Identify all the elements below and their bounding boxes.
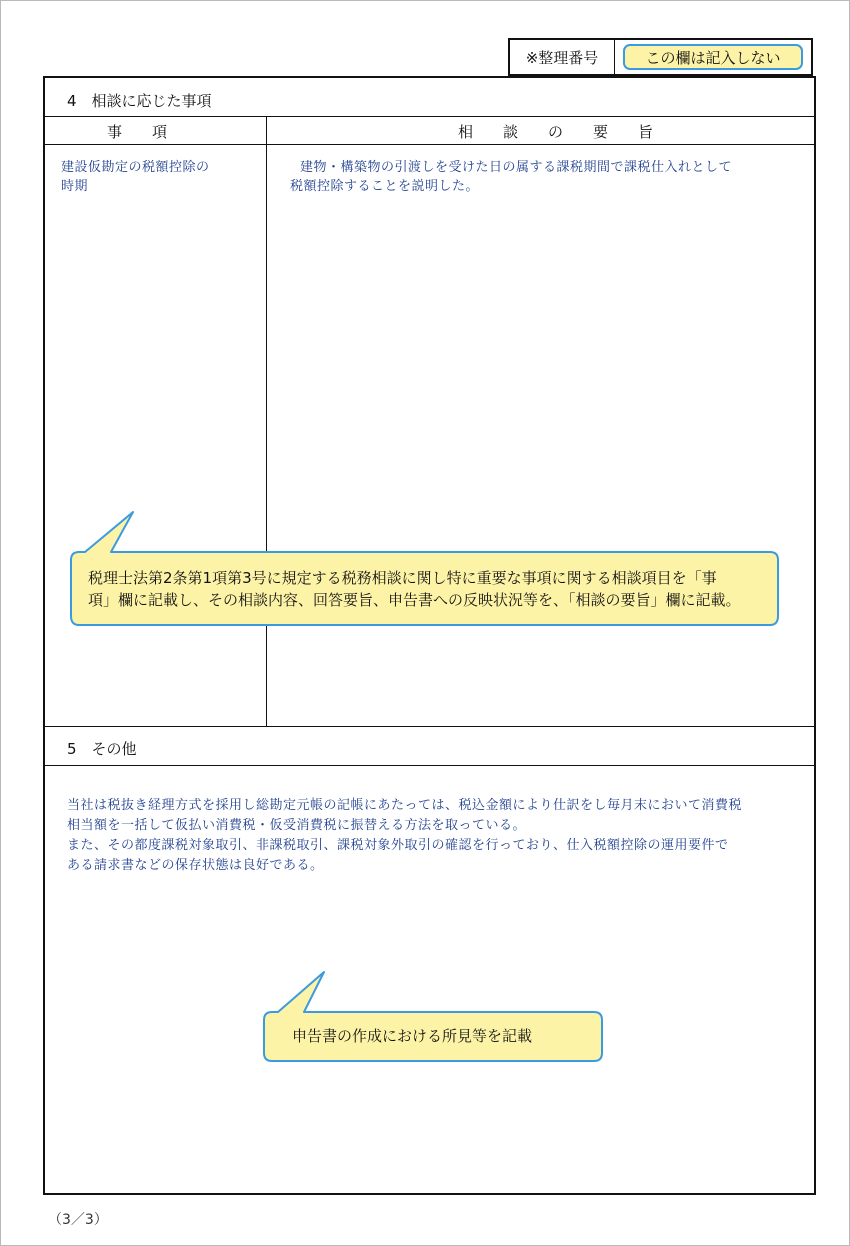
other-text-line4: ある請求書などの保存状態は良好である。 [67, 858, 324, 873]
callout-section4 [69, 510, 780, 628]
callout-section5-text: 申告書の作成における所見等を記載 [292, 1027, 533, 1045]
divider [45, 144, 814, 145]
col-item-header: 事 項 [107, 123, 168, 141]
control-number-cell [615, 40, 811, 74]
other-text-line1: 当社は税抜き経理方式を採用し総勘定元帳の記帳にあたっては、税込金額により仕訳をし毎月末において消費税 [67, 798, 743, 813]
col-summary-header: 相 談 の 要 旨 [458, 123, 654, 141]
control-number-box [508, 38, 813, 76]
callout-bubble-shape [262, 970, 604, 1064]
section5-title: 5 その他 [67, 740, 137, 758]
other-text-line3: また、その都度課税対象取引、非課税取引、課税対象外取引の確認を行っており、仕入税額控除の運用要件で [67, 838, 729, 853]
summary-text-line2: 税額控除することを説明した。 [290, 179, 480, 194]
callout-section4-line1: 税理士法第2条第1項第3号に規定する税務相談に関し特に重要な事項に関する相談項目を「事 [88, 569, 717, 587]
callout-section5 [262, 970, 604, 1064]
divider [45, 116, 814, 117]
summary-text-line1: 建物・構築物の引渡しを受けた日の属する課税期間で課税仕入れとして [300, 160, 733, 175]
column-divider [266, 116, 267, 726]
item-text-line2: 時期 [61, 179, 89, 194]
control-number-label: ※整理番号 [510, 40, 615, 74]
control-number-note: この欄は記入しない [623, 44, 803, 70]
page-number: （3／3） [48, 1212, 108, 1228]
section4-title: 4 相談に応じた事項 [67, 92, 212, 110]
item-text-line1: 建設仮勘定の税額控除の [61, 160, 210, 175]
callout-section4-line2: 項」欄に記載し、その相談内容、回答要旨、申告書への反映状況等を、「相談の要旨」欄に記載。 [88, 591, 741, 609]
divider [45, 726, 814, 727]
other-text-line2: 相当額を一括して仮払い消費税・仮受消費税に振替える方法を取っている。 [67, 818, 527, 833]
divider [45, 765, 814, 766]
